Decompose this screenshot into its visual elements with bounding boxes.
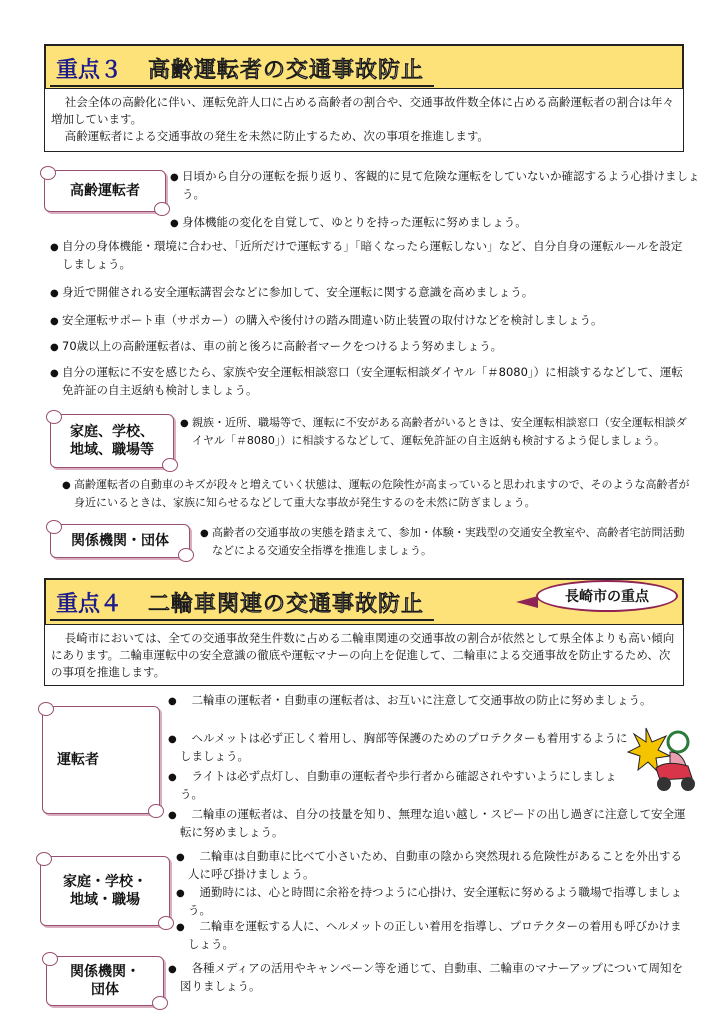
section4-label-home-school-text <box>63 873 147 909</box>
section4-drivers-item-2: ● ヘルメットは必ず正しく着用し、胸部等保護のためのプロテクターも着用するようにしましょう。 <box>168 730 628 765</box>
section4-title: 二輪車関連の交通事故防止 <box>148 592 425 617</box>
section3-label-elderly-drivers <box>44 170 166 212</box>
section3-label-home-school-line2: 地域、職場等 <box>70 442 154 458</box>
badge-pointer <box>516 596 538 608</box>
section3-elderly-item-6: ● 70歳以上の高齢運転者は、車の前と後ろに高齢者マークをつけるよう努めましょう。 <box>50 338 690 356</box>
section3-label-agencies <box>50 524 190 558</box>
section3-home-item-2: ● 高齢運転者の自動車のキズが段々と増えていく状態は、運転の危険性が高まっていると思われますので、そのような高齢者が身近にいるときは、家族に知らせるなどして重大な事故が発生するのを未然に防ぎましょう。 <box>62 476 692 511</box>
motorcycle-rider-illustration <box>626 722 700 794</box>
section4-label-home-school-line2: 地域・職場 <box>70 892 140 908</box>
section3-elderly-item-3: ● 自分の身体機能・環境に合わせ、「近所だけで運転する」「暗くなったら運転しない」など、自分自身の運転ルールを設定しましょう。 <box>50 238 690 273</box>
helmet-icon <box>668 732 688 752</box>
section3-intro-p2: 高齢運転者による交通事故の発生を未然に防止するため、次の事項を推進します。 <box>64 129 489 143</box>
section3-label-agencies-text: 関係機関・団体 <box>71 533 169 549</box>
section3-label-home-school-line1: 家庭、学校、 <box>70 424 154 440</box>
section3-label-home-school <box>50 414 174 468</box>
section4-drivers-item-3: ● ライトは必ず点灯し、自動車の運転者や歩行者から確認されやすいようにしましょう。 <box>168 768 628 803</box>
section3-banner <box>44 44 684 90</box>
scooter-wheel-icon <box>657 777 671 791</box>
section4-home-item-3: ● 二輪車を運転する人に、ヘルメットの正しい着用を指導し、プロテクターの着用も呼びかけましょう。 <box>176 918 692 953</box>
section3-elderly-item-5: ● 安全運転サポート車（サポカー）の購入や後付けの踏み間違い防止装置の取付けなどを検討しましょう。 <box>50 312 690 330</box>
section4-label-agencies-line1: 関係機関・ <box>70 964 140 980</box>
section4-title-underline <box>50 619 434 621</box>
section4-label-agencies-text <box>70 963 140 999</box>
scooter-wheel-icon <box>681 777 695 791</box>
section3-elderly-item-4: ● 身近で開催される安全運転講習会などに参加して、安全運転に関する意識を高めましょう。 <box>50 284 690 302</box>
nagasaki-priority-badge: 長崎市の重点 <box>536 580 678 612</box>
section3-intro <box>44 88 684 152</box>
section3-label-elderly-drivers-text: 高齢運転者 <box>70 183 140 199</box>
section3-elderly-item-7: ● 自分の運転に不安を感じたら、家族や安全運転相談窓口（安全運転相談ダイヤル「＃8080」）に相談するなどして、運転免許証の自主返納も検討しましょう。 <box>50 364 690 399</box>
section3-elderly-item-1: ● 日頃から自分の運転を振り返り、客観的に見て危険な運転をしていないか確認するよう心掛けましょう。 <box>170 168 700 203</box>
section3-number: 重点３ <box>56 58 123 83</box>
section3-intro-p1: 社会全体の高齢化に伴い、運転免許人口に占める高齢者の割合や、交通事故件数全体に占める高齢運転者の割合は年々増加しています。 <box>51 95 675 126</box>
section4-label-drivers <box>42 706 160 814</box>
section4-drivers-item-1: ● 二輪車の運転者・自動車の運転者は、お互いに注意して交通事故の防止に努めましょう。 <box>168 692 688 710</box>
section3-label-home-school-text <box>70 423 154 459</box>
section4-drivers-item-4: ● 二輪車の運転者は、自分の技量を知り、無理な追い越し・スピードの出し過ぎに注意して安全運転に努めましょう。 <box>168 806 688 841</box>
section4-label-agencies <box>46 956 164 1006</box>
section4-label-drivers-text: 運転者 <box>57 752 99 768</box>
section3-elderly-item-2: ● 身体機能の変化を自覚して、ゆとりを持った運転に努めましょう。 <box>170 214 700 232</box>
section3-agencies-item-1: ● 高齢者の交通事故の実態を踏まえて、参加・体験・実践型の交通安全教室や、高齢者宅訪問活動などによる交通安全指導を推進しましょう。 <box>200 524 690 559</box>
section3-title: 高齢運転者の交通事故防止 <box>148 58 425 83</box>
section3-home-item-1: ● 親族・近所、職場等で、運転に不安がある高齢者がいるときは、安全運転相談窓口（安全運転相談ダイヤル「＃8080」）に相談するなどして、運転免許証の自主返納も検討するよう促しましょう。 <box>180 414 690 449</box>
section4-intro-p1: 長崎市においては、全ての交通事故発生件数に占める二輪車関連の交通事故の割合が依然として県全体よりも高い傾向にあります。二輪車運転中の安全意識の徹底や運転マナーの向上を促進して、二輪車による交通事故を防止するため、次の事項を推進します。 <box>51 631 675 679</box>
section4-label-agencies-line2: 団体 <box>91 982 119 998</box>
section4-home-item-2: ● 通勤時には、心と時間に余裕を持つように心掛け、安全運転に努めるよう職場で指導しましょう。 <box>176 884 692 919</box>
section4-label-home-school-line1: 家庭・学校・ <box>63 874 147 890</box>
section4-home-item-1: ● 二輪車は自動車に比べて小さいため、自動車の陰から突然現れる危険性があることを外出する人に呼び掛けましょう。 <box>176 848 692 883</box>
section4-intro <box>44 624 684 686</box>
section4-label-home-school <box>40 856 170 926</box>
section4-agencies-item-1: ● 各種メディアの活用やキャンペーン等を通じて、自動車、二輪車のマナーアップについて周知を図りましょう。 <box>168 960 688 995</box>
section3-title-underline <box>50 85 434 87</box>
section4-number: 重点４ <box>56 592 123 617</box>
